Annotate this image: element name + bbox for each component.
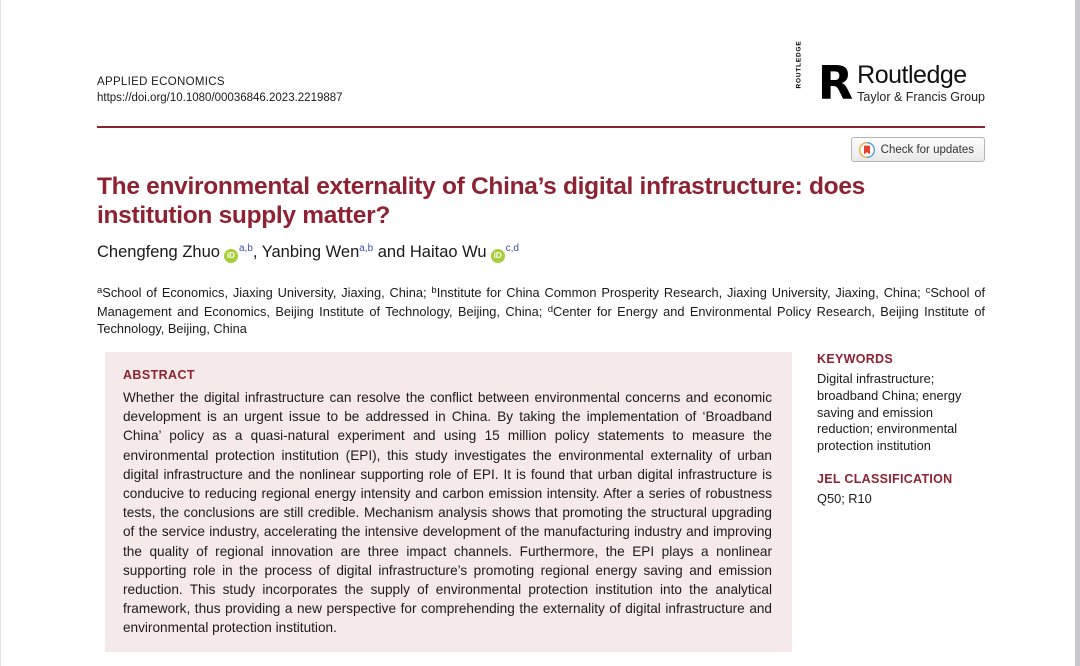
affiliation-superscript: a [97, 285, 103, 296]
affiliation-text: Institute for China Common Prosperity Research, Jiaxing University, Jiaxing, China; [436, 285, 926, 300]
publisher-tagline: Taylor & Francis Group [857, 89, 985, 104]
author-affiliation-superscript: a,b [238, 243, 253, 254]
affiliation-superscript: d [547, 303, 554, 315]
author-name: Haitao Wu [409, 243, 487, 261]
orcid-icon[interactable]: iD [224, 249, 238, 263]
article-title: The environmental externality of China’s digital infrastructure: does institution supply matter? [97, 173, 865, 229]
affiliation-text: Center for Energy and Environmental Policy Research, Beijing Institute of Technology, Beijing, China [97, 303, 985, 336]
abstract-box [105, 352, 792, 652]
affiliation-text: School of Economics, Jiaxing University, Jiaxing, China; [102, 285, 432, 300]
routledge-logo [794, 39, 985, 110]
page-right-edge [1075, 0, 1080, 666]
doi-link[interactable]: https://doi.org/10.1080/00036846.2023.2219887 [97, 92, 343, 104]
crossmark-icon [859, 142, 875, 158]
jel-codes: Q50; R10 [817, 490, 872, 506]
author-separator: and [373, 243, 410, 261]
keywords-heading: KEYWORDS [817, 352, 894, 366]
author-affiliation-superscript: c,d [505, 243, 519, 254]
check-for-updates-label: Check for updates [880, 143, 974, 156]
author-separator: , [252, 243, 262, 261]
affiliations [97, 283, 985, 338]
check-for-updates-button[interactable] [851, 137, 985, 162]
article-info-sidebar [817, 352, 987, 508]
author-line [97, 243, 981, 263]
routledge-mark-icon: R [817, 56, 852, 110]
publisher-name: Routledge [857, 61, 967, 90]
author-affiliation-superscript: a,b [359, 243, 374, 254]
author-name: Chengfeng Zhuo [97, 243, 220, 261]
orcid-icon[interactable]: iD [491, 249, 505, 263]
affiliation-superscript: b [431, 285, 437, 296]
affiliation-superscript: c [925, 285, 931, 296]
abstract-text: Whether the digital infrastructure can resolve the conflict between environmental concerns and economic development is an urgent issue to be addressed in China. By taking the implementation of ‘Broadband China’ policy as a quasi-natural experiment and using 15 million policy statements to measure the environmental protection institution (EPI), this study investigates the environmental externality of urban digital infrastructure and the nonlinear supporting role of EPI. It is found that urban digital infrastructure is conducive to reducing regional energy intensity and carbon emission intensity. After a series of robustness tests, the conclusions are still credible. Mechanism analysis shows that promoting the structural upgrading of the service industry, accelerating the intensive development of the manufacturing industry and improving the quality of regional innovation are three impact channels. Furthermore, the EPI plays a nonlinear supporting role in the process of digital infrastructure’s promoting regional energy saving and emission reduction. This study incorporates the supply of environmental protection institution into the analytical framework, thus providing a new perspective for comprehending the externality of digital infrastructure and environmental protection institution. [123, 390, 772, 636]
header-rule [97, 126, 985, 128]
journal-name: APPLIED ECONOMICS [97, 76, 225, 88]
jel-heading: JEL CLASSIFICATION [817, 471, 953, 486]
author-name: Yanbing Wen [261, 243, 360, 261]
affiliation-text: School of Management and Economics, Beijing Institute of Technology, Beijing, China; [97, 285, 986, 319]
keywords-text: Digital infrastructure; broadband China; energy saving and emission reduction; environmental protection institution [817, 371, 962, 454]
masthead [97, 76, 343, 104]
abstract-heading: ABSTRACT [123, 368, 195, 382]
page-left-edge [0, 0, 1, 666]
routledge-vertical-text: ROUTLEDGE [795, 39, 803, 88]
